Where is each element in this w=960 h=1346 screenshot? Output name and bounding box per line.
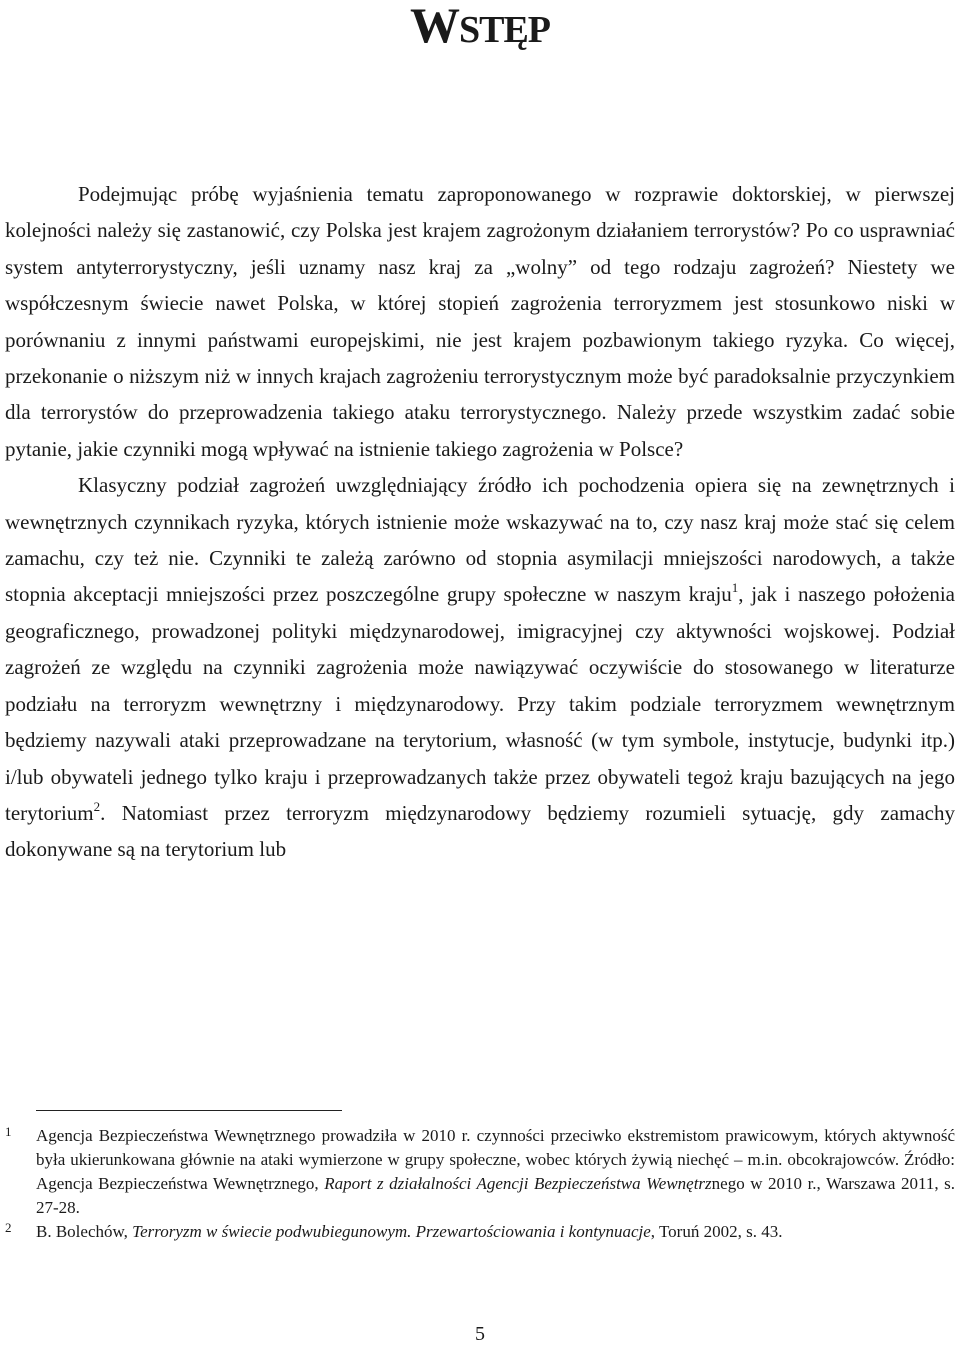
paragraph-2 <box>5 467 955 867</box>
footnote-ref-1[interactable]: 1 <box>731 580 739 596</box>
paragraph-2-part-3: . Natomiast przez terroryzm międzynarodowy będziemy rozumieli sytuację, gdy zamachy dokonywane są na terytorium lub <box>5 800 955 862</box>
footnote-1 <box>5 1124 955 1220</box>
title-initial: W <box>409 0 459 53</box>
paragraph-1: Podejmując próbę wyjaśnienia tematu zaproponowanego w rozprawie doktorskiej, w pierwszej kolejności należy się zastanowić, czy Polska jest krajem zagrożonym działaniem terrorystów? Po co usprawniać system antyterrorystyczny, jeśli uznamy nasz kraj za „wolny” od tego rodzaju zagrożeń? Niestety we współczesnym świecie nawet Polska, w której stopień zagrożenia terroryzmem jest stosunkowo niski w porównaniu z innymi państwami europejskimi, nie jest krajem pozbawionym takiego ryzyka. Co więcej, przekonanie o niższym niż w innych krajach zagrożeniu terrorystycznym może być paradoksalnie przyczynkiem dla terrorystów do przeprowadzenia takiego ataku terrorystycznego. Należy przede wszystkim zadać sobie pytanie, jakie czynniki mogą wpływać na istnienie takiego zagrożenia w Polsce? <box>5 182 955 461</box>
paragraph-2-part-1: Klasyczny podział zagrożeń uwzględniający źródło ich pochodzenia opiera się na zewnętrznych i wewnętrznych czynnikach ryzyka, których istnienie może wskazywać na to, czy nasz kraj może stać się celem zamachu, czy też nie. Czynniki te zależą zarówno od stopnia asymilacji mniejszości narodowych, a także stopnia akceptacji mniejszości przez poszczególne grupy społeczne w naszym kraju <box>5 473 955 607</box>
footnote-separator <box>36 1110 342 1111</box>
main-text <box>5 176 955 868</box>
paragraph-2-part-2: , jak i naszego położenia geograficznego, prowadzonej polityki międzynarodowej, imigracyjnej czy aktywności wojskowej. Podział zagrożeń ze względu na czynniki zagrożenia może nawiązywać oczywiście do stosowanego w literaturze podziału na terroryzm wewnętrzny i międzynarodowy. Przy takim podziale terroryzmem wewnętrznym będziemy nazywali ataki przeprowadzane na terytorium, własność (w tym symbole, instytucje, budynki itp.) i/lub obywateli jednego tylko kraju i przeprowadzanych także przez obywateli tegoż kraju bazujących na jego terytorium <box>5 582 955 825</box>
footnotes <box>5 1124 955 1244</box>
footnote-text: , Toruń 2002, s. 43. <box>650 1222 783 1241</box>
footnote-2 <box>5 1220 955 1244</box>
title-rest: STĘP <box>458 9 551 51</box>
footnote-text: B. Bolechów, <box>36 1222 133 1241</box>
page-number: 5 <box>475 1323 485 1345</box>
footnote-number: 2 <box>5 1220 12 1235</box>
page-title <box>0 0 960 55</box>
footnote-text: nego w 2010 r., Warszawa 2011, s. 27-28. <box>36 1174 955 1217</box>
footnote-ref-2[interactable]: 2 <box>93 798 101 814</box>
footnote-italic: Terroryzm w świecie podwubiegunowym. Przewartościowania i kontynuacje <box>132 1222 651 1241</box>
footnote-number: 1 <box>5 1124 12 1139</box>
footnote-italic: Raport z działalności Agencji Bezpieczeństwa Wewnętrz <box>324 1174 712 1193</box>
footnote-text: Agencja Bezpieczeństwa Wewnętrznego prowadziła w 2010 r. czynności przeciwko ekstremistom prawicowym, których aktywność była ukierunkowana głównie na ataki wymierzone w grupy społeczne, wobec których żywią niechęć – m.in. obcokrajowców. Źródło: Agencja Bezpieczeństwa Wewnętrznego, <box>36 1126 955 1193</box>
